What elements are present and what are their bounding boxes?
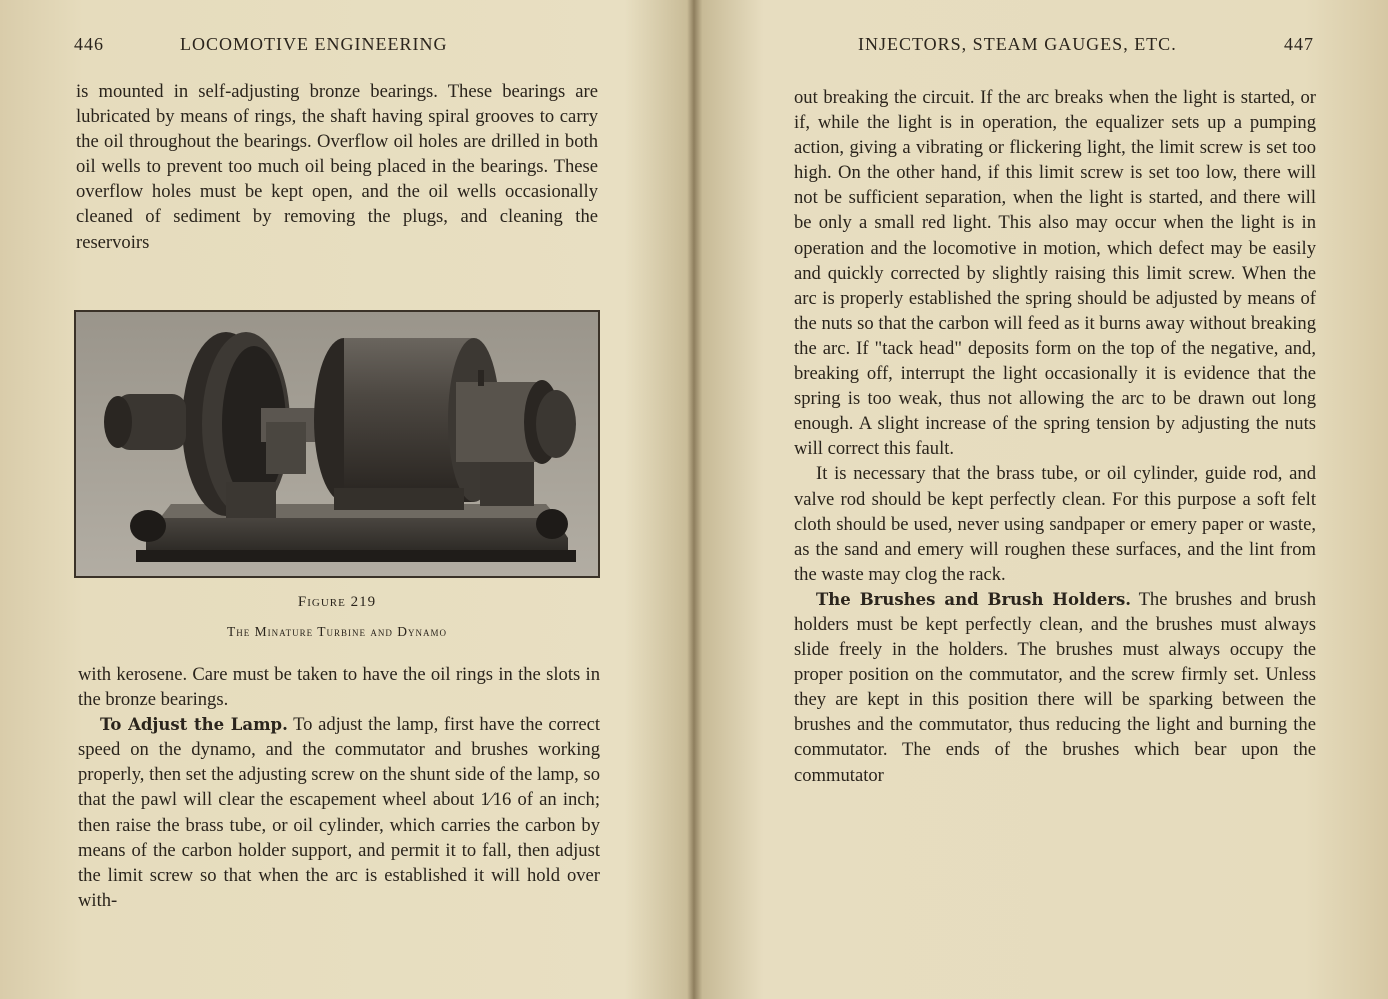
running-title: INJECTORS, STEAM GAUGES, ETC. — [858, 34, 1177, 54]
paragraph-with-heading — [78, 712, 600, 913]
body-text-bottom — [78, 662, 600, 913]
body-text — [794, 85, 1316, 788]
figure-label: Figure 219 — [297, 594, 377, 610]
page-number: 446 — [74, 34, 104, 54]
turbine-dynamo-illustration — [76, 312, 598, 576]
section-body: To adjust the lamp, first have the correct speed on the dynamo, and the commutator and brushes working properly, then set the adjusting screw on the shunt side of the lamp, so that the pawl will clear the escapement wheel about 1⁄16 of an inch; then raise the brass tube, or oil cylinder, which carries the carbon by means of the carbon holder support, and permit it to fall, then adjust the limit screw so that when the arc is established it will hold over with- — [78, 714, 600, 911]
section-heading: The Brushes and Brush Holders. — [816, 589, 1132, 609]
paragraph: out breaking the circuit. If the arc breaks when the light is started, or if, while the light is in operation, the equalizer sets up a pumping action, giving a vibrating or flickering light, the limit screw is set too high. On the other hand, if this limit screw is set too low, there will not be sufficient separation, when the light is started, and there will be only a small red light. This also may occur when the light is in operation and the locomotive in motion, which defect may be easily and quickly corrected by slightly raising this limit screw. When the arc is properly established the spring should be adjusted by means of the nuts so that the carbon will feed as it burns away without breaking the arc. If "tack head" deposits form on the top of the negative, and, breaking off, interrupt the light occasionally it is evidence that the spring is too weak, thus not allowing the arc to be drawn out long enough. A slight increase of the spring tension by adjusting the nuts will correct this fault. — [794, 87, 1316, 460]
figure-title: The Minature Turbine and Dynamo — [227, 624, 447, 639]
left-page — [0, 0, 690, 999]
right-page — [700, 0, 1388, 999]
page-number: 447 — [1284, 34, 1314, 54]
body-text-top — [76, 79, 598, 255]
paragraph: is mounted in self-adjusting bronze bearings. These bearings are lubricated by means of rings, the shaft having spiral grooves to carry the oil throughout the bearings. Overflow oil holes are drilled in both oil wells to prevent too much oil being placed in the bearings. These overflow holes must be kept open, and the oil wells occasionally cleaned of sediment by removing the plugs, and cleaning the reservoirs — [76, 81, 598, 253]
paragraph: It is necessary that the brass tube, or oil cylinder, guide rod, and valve rod should be kept perfectly clean. For this purpose a soft felt cloth should be used, never using sandpaper or emery paper or waste, as the sand and emery will roughen these surfaces, and the lint from the waste may clog the rack. — [794, 463, 1316, 585]
figure-photo — [74, 310, 600, 578]
running-title: LOCOMOTIVE ENGINEERING — [180, 34, 448, 54]
paragraph-with-heading — [794, 587, 1316, 788]
section-body: The brushes and brush holders must be kept perfectly clean, and the brushes must always slide freely in the holders. The brushes must always occupy the proper position on the commutator, and the screw firmly set. Unless they are kept in this position there will be sparking between the brushes and the commutator, thus reducing the light and burning the commutator. The ends of the brushes which bear upon the commutator — [794, 588, 1316, 786]
section-heading: To Adjust the Lamp. — [100, 715, 288, 735]
paragraph: with kerosene. Care must be taken to have the oil rings in the slots in the bronze bearings. — [78, 664, 600, 711]
